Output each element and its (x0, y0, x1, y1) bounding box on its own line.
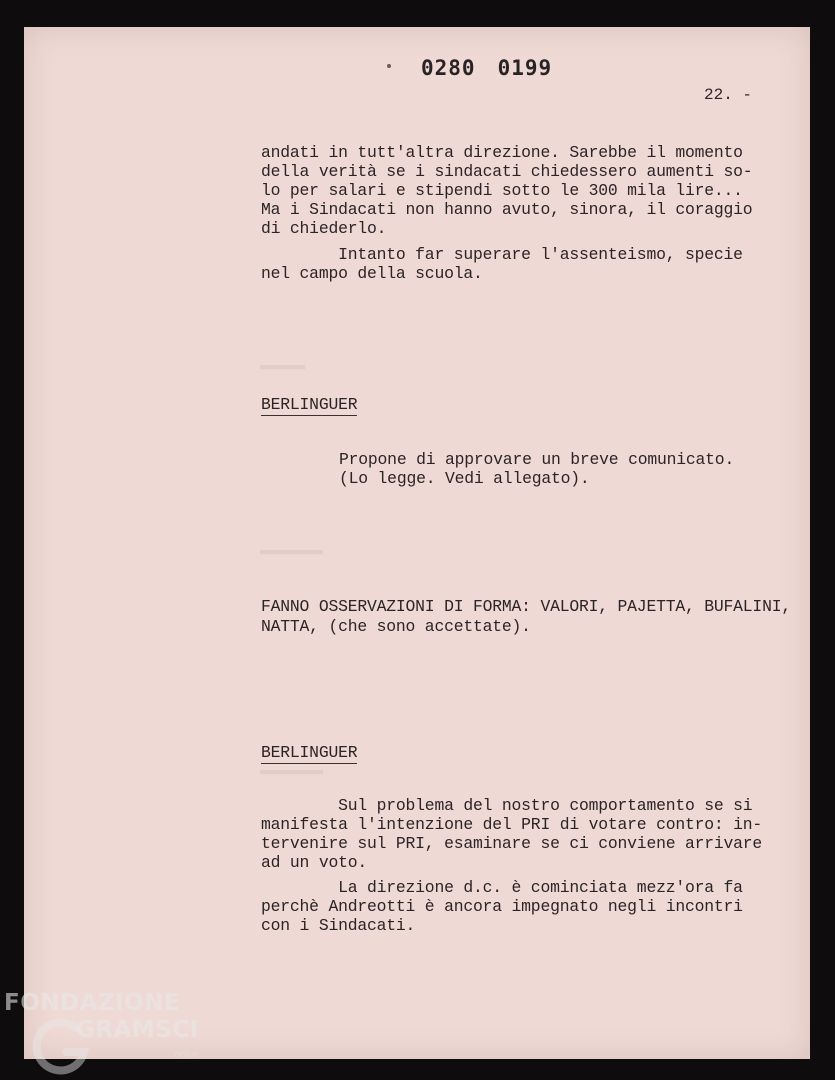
text-line: ad un voto. (261, 853, 367, 872)
text-line: Sul problema del nostro comportamento se si (261, 796, 753, 815)
text-line: NATTA, (che sono accettate). (261, 617, 531, 636)
text-line: manifesta l'intenzione del PRI di votare contro: in- (261, 815, 763, 834)
text-line: Intanto far superare l'assenteismo, specie (261, 245, 743, 264)
text-line: lo per salari e stipendi sotto le 300 mila lire... (261, 181, 743, 200)
watermark-line-2: GRAMSCI (76, 1017, 199, 1043)
text-line: con i Sindacati. (261, 916, 416, 935)
speaker-heading: BERLINGUER (261, 743, 358, 762)
archive-code-left: 0280 (421, 56, 476, 80)
archive-stamp (421, 56, 552, 80)
watermark-suffix: onlus (174, 1050, 199, 1060)
text-line: andati in tutt'altra direzione. Sarebbe il momento (261, 143, 743, 162)
page-number: 22. - (704, 86, 753, 104)
speaker-heading: BERLINGUER (261, 395, 358, 414)
text-line: tervenire sul PRI, esaminare se ci conviene arrivare (261, 834, 763, 853)
text-line: di chiederlo. (261, 219, 387, 238)
watermark-line-1: FONDAZIONE (4, 990, 181, 1016)
archive-code-right: 0199 (497, 56, 553, 80)
stamp-dot (387, 64, 391, 68)
text-line: (Lo legge. Vedi allegato). (339, 469, 590, 488)
bleed-through-mark: ▬▬▬▬▬▬▬ (260, 542, 324, 560)
bleed-through-mark: ▬▬▬▬▬▬▬ (260, 762, 324, 780)
text-line: della verità se i sindacati chiedessero aumenti so- (261, 162, 753, 181)
text-line: La direzione d.c. è cominciata mezz'ora fa (261, 878, 743, 897)
text-line: perchè Andreotti è ancora impegnato negli incontri (261, 897, 743, 916)
bleed-through-mark: ▬▬▬▬▬ (260, 357, 306, 375)
fondazione-gramsci-watermark (4, 990, 214, 1075)
text-line: nel campo della scuola. (261, 264, 483, 283)
text-line: FANNO OSSERVAZIONI DI FORMA: VALORI, PAJETTA, BUFALINI, (261, 597, 791, 616)
text-line: Propone di approvare un breve comunicato. (339, 450, 735, 469)
text-line: Ma i Sindacati non hanno avuto, sinora, il coraggio (261, 200, 753, 219)
